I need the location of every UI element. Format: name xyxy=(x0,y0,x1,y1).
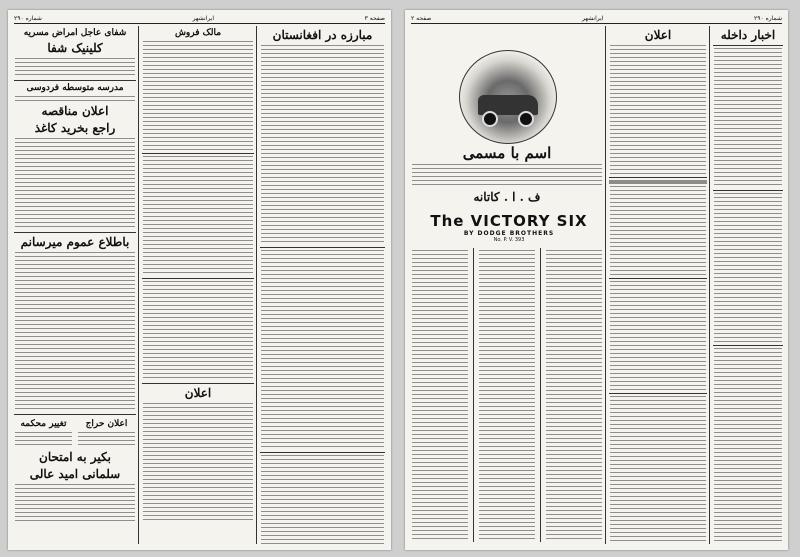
ad-title: مدرسه متوسطه فردوسی xyxy=(26,83,124,93)
left-newspaper-page xyxy=(8,10,391,550)
page-number: شماره ۲۹۰ xyxy=(14,14,42,22)
text-block xyxy=(143,156,253,276)
text-block xyxy=(78,432,135,446)
ad-title: شفای عاجل امراض مسریه xyxy=(23,28,127,38)
text-block xyxy=(15,96,135,102)
text-block xyxy=(15,252,135,412)
page-header xyxy=(411,13,782,24)
text-block xyxy=(546,250,602,540)
text-block xyxy=(261,455,384,544)
text-block xyxy=(15,484,135,524)
brand-block xyxy=(419,212,599,243)
text-block xyxy=(610,45,706,175)
text-block xyxy=(479,250,535,540)
model-number: No. P. V. 393 xyxy=(493,237,525,243)
text-block xyxy=(714,193,782,343)
text-block xyxy=(412,250,468,540)
column-middle xyxy=(142,26,254,544)
newspaper-name: ایرانشهر xyxy=(582,14,604,22)
ad-title: سلمانی امید عالی xyxy=(29,467,121,481)
text-block xyxy=(610,186,706,276)
page-number: صفحه ۲ xyxy=(411,14,432,22)
ad-title: راجع بخرید کاغذ xyxy=(34,121,116,135)
ad-title: بکیر به امتحان xyxy=(39,450,111,464)
article-title: مالک فروش xyxy=(174,28,222,38)
text-block xyxy=(15,58,135,78)
column-title: اخبار داخله xyxy=(720,28,776,42)
page-label: شماره ۲۹۰ xyxy=(754,14,782,22)
text-block xyxy=(261,45,384,245)
brand-name: The VICTORY SIX xyxy=(430,212,588,230)
column-ads-left xyxy=(14,26,136,544)
right-newspaper-page xyxy=(405,10,788,550)
column-right xyxy=(260,26,385,544)
victory-six-advertisement xyxy=(411,26,603,544)
ad-title: باطلاع عموم میرسانم xyxy=(20,235,130,249)
dealer-name: ف . ا . کاتانه xyxy=(473,190,541,204)
brand-maker: BY DODGE BROTHERS xyxy=(463,230,555,237)
ad-heading: اسم با مسمی xyxy=(462,144,552,162)
text-block xyxy=(610,281,706,391)
column-title: اعلان xyxy=(644,28,672,42)
car-illustration xyxy=(459,50,557,144)
text-block xyxy=(714,48,782,188)
column-domestic-news xyxy=(713,26,783,544)
newspaper-name: ایرانشهر xyxy=(192,14,214,22)
text-block xyxy=(261,250,384,450)
page-header xyxy=(14,13,385,24)
column-announcements xyxy=(609,26,707,544)
article-title: مبارزه در افغانستان xyxy=(272,28,373,42)
text-block xyxy=(412,164,602,188)
text-block xyxy=(610,396,706,544)
text-block xyxy=(714,348,782,544)
ad-title: کلینیک شفا xyxy=(47,41,103,55)
text-block xyxy=(143,281,253,381)
text-block xyxy=(143,41,253,151)
text-block xyxy=(143,403,253,523)
text-block xyxy=(15,432,72,446)
page-label: صفحه ۳ xyxy=(364,14,385,22)
ad-title: اعلان حراج xyxy=(85,419,128,429)
ad-title: اعلان مناقصه xyxy=(41,104,109,118)
text-block xyxy=(15,138,135,230)
ad-title: تغییر محکمه xyxy=(20,419,67,429)
article-title: اعلان xyxy=(184,386,212,400)
